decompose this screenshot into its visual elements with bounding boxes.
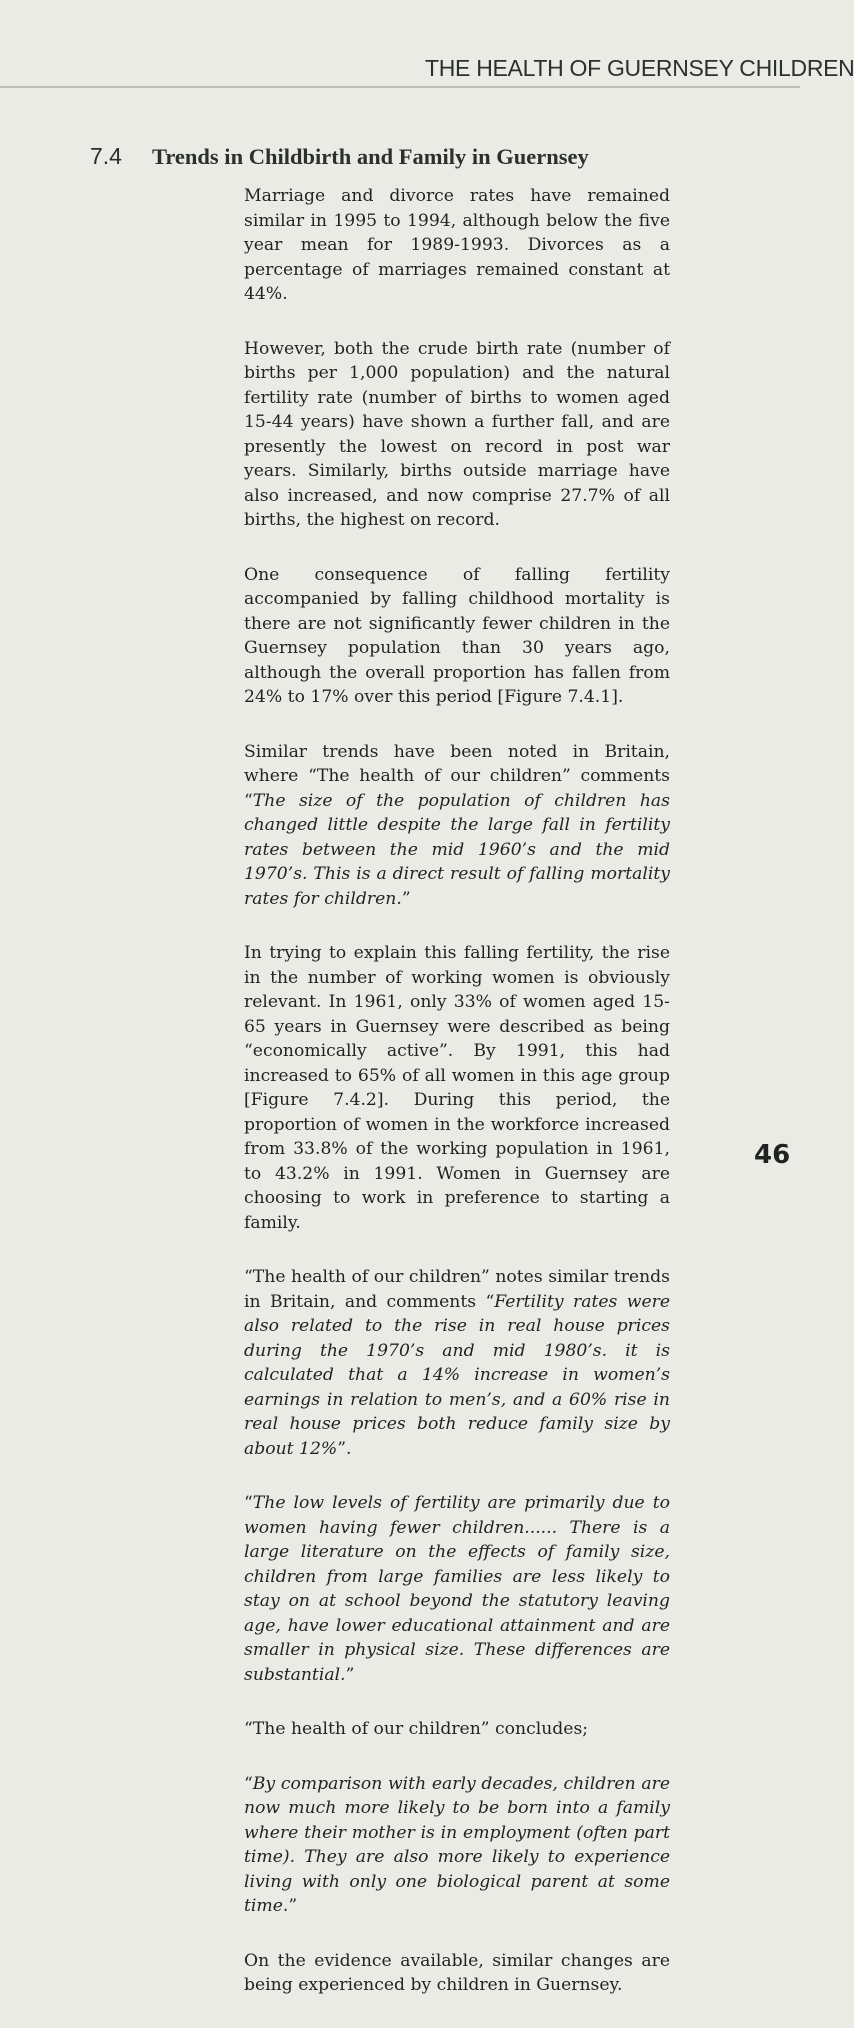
body-text xyxy=(244,184,670,2028)
paragraph-concludes: “The health of our children” concludes; xyxy=(244,1719,589,1739)
closing-quote: ”. xyxy=(337,1438,352,1459)
paragraph-text: Similar trends have been noted in Britain, where “The health of our children” comments “ xyxy=(244,741,670,811)
quoted-text: The size of the population of children has changed little despite the large fall in fertility rates between the mid 1960’s and the mid 1970’s. This is a direct result of falling mortality rates for children. xyxy=(244,790,670,909)
opening-quote: “ xyxy=(244,1493,253,1513)
paragraph-britain-trends xyxy=(244,740,670,912)
quoted-text: Fertility rates were also related to the rise in real house prices during the 1970’s and mid 1980’s. it is calculated that a 14% increase in women’s earnings in relation to men’s, and a 60% rise in real house prices both reduce family size by about 12% xyxy=(244,1291,670,1459)
paragraph-evidence: On the evidence available, similar changes are being experienced by children in Guernsey. xyxy=(244,1950,670,1995)
paragraph-low-fertility xyxy=(244,1491,670,1687)
paragraph-birth-rate: However, both the crude birth rate (number of births per 1,000 population) and the natural fertility rate (number of births to women aged 15-44 years) have shown a further fall, and are presently the lowest on record in post war years. Similarly, births outside marriage have also increased, and now comprise 27.7% of all births, the highest on record. xyxy=(244,338,670,530)
section-number: 7.4 xyxy=(90,143,122,169)
closing-quote: ” xyxy=(345,1664,355,1685)
header-rule xyxy=(0,86,800,88)
quoted-text: By comparison with early decades, children are now much more likely to be born into a family where their mother is in employment (often part time). They are also more likely to experience living with only one biological parent at some time. xyxy=(244,1773,670,1916)
paragraph-house-prices xyxy=(244,1265,670,1461)
paragraph-text: “The health of our children” notes similar trends in Britain, and comments “ xyxy=(244,1267,670,1312)
quoted-text: The low levels of fertility are primarily due to women having fewer children...... There is a large literature on the effects of family size, children from large families are less likely to stay on at school beyond the statutory leaving age, have lower educational attainment and are smaller in physical size. These differences are substantial. xyxy=(244,1493,670,1685)
opening-quote: “ xyxy=(244,1773,253,1794)
paragraph-working-women: In trying to explain this falling fertility, the rise in the number of working women is obviously relevant. In 1961, only 33% of women aged 15-65 years in Guernsey were described as being “economically active”. By 1991, this had increased to 65% of all women in this age group [Figure 7.4.2]. During this period, the proportion of women in the workforce increased from 33.8% of the working population in 1961, to 43.2% in 1991. Women in Guernsey are choosing to work in preference to starting a family. xyxy=(244,943,670,1233)
running-header-title: THE HEALTH OF GUERNSEY CHILDREN xyxy=(425,55,854,81)
closing-quote: ” xyxy=(288,1896,298,1916)
section-title: Trends in Childbirth and Family in Guernsey xyxy=(152,144,589,169)
paragraph-childhood-mortality: One consequence of falling fertility accompanied by falling childhood mortality is there are not significantly fewer children in the Guernsey population than 30 years ago, although the overall proportion has fallen from 24% to 17% over this period [Figure 7.4.1]. xyxy=(244,564,670,707)
closing-quote: ” xyxy=(401,888,411,909)
page-header xyxy=(0,0,854,88)
paragraph-marriage-divorce: Marriage and divorce rates have remained similar in 1995 to 1994, although below the five year mean for 1989-1993. Divorces as a percentage of marriages remained constant at 44%. xyxy=(244,186,670,304)
paragraph-comparison xyxy=(244,1772,670,1919)
page-number: 46 xyxy=(754,1140,791,1170)
